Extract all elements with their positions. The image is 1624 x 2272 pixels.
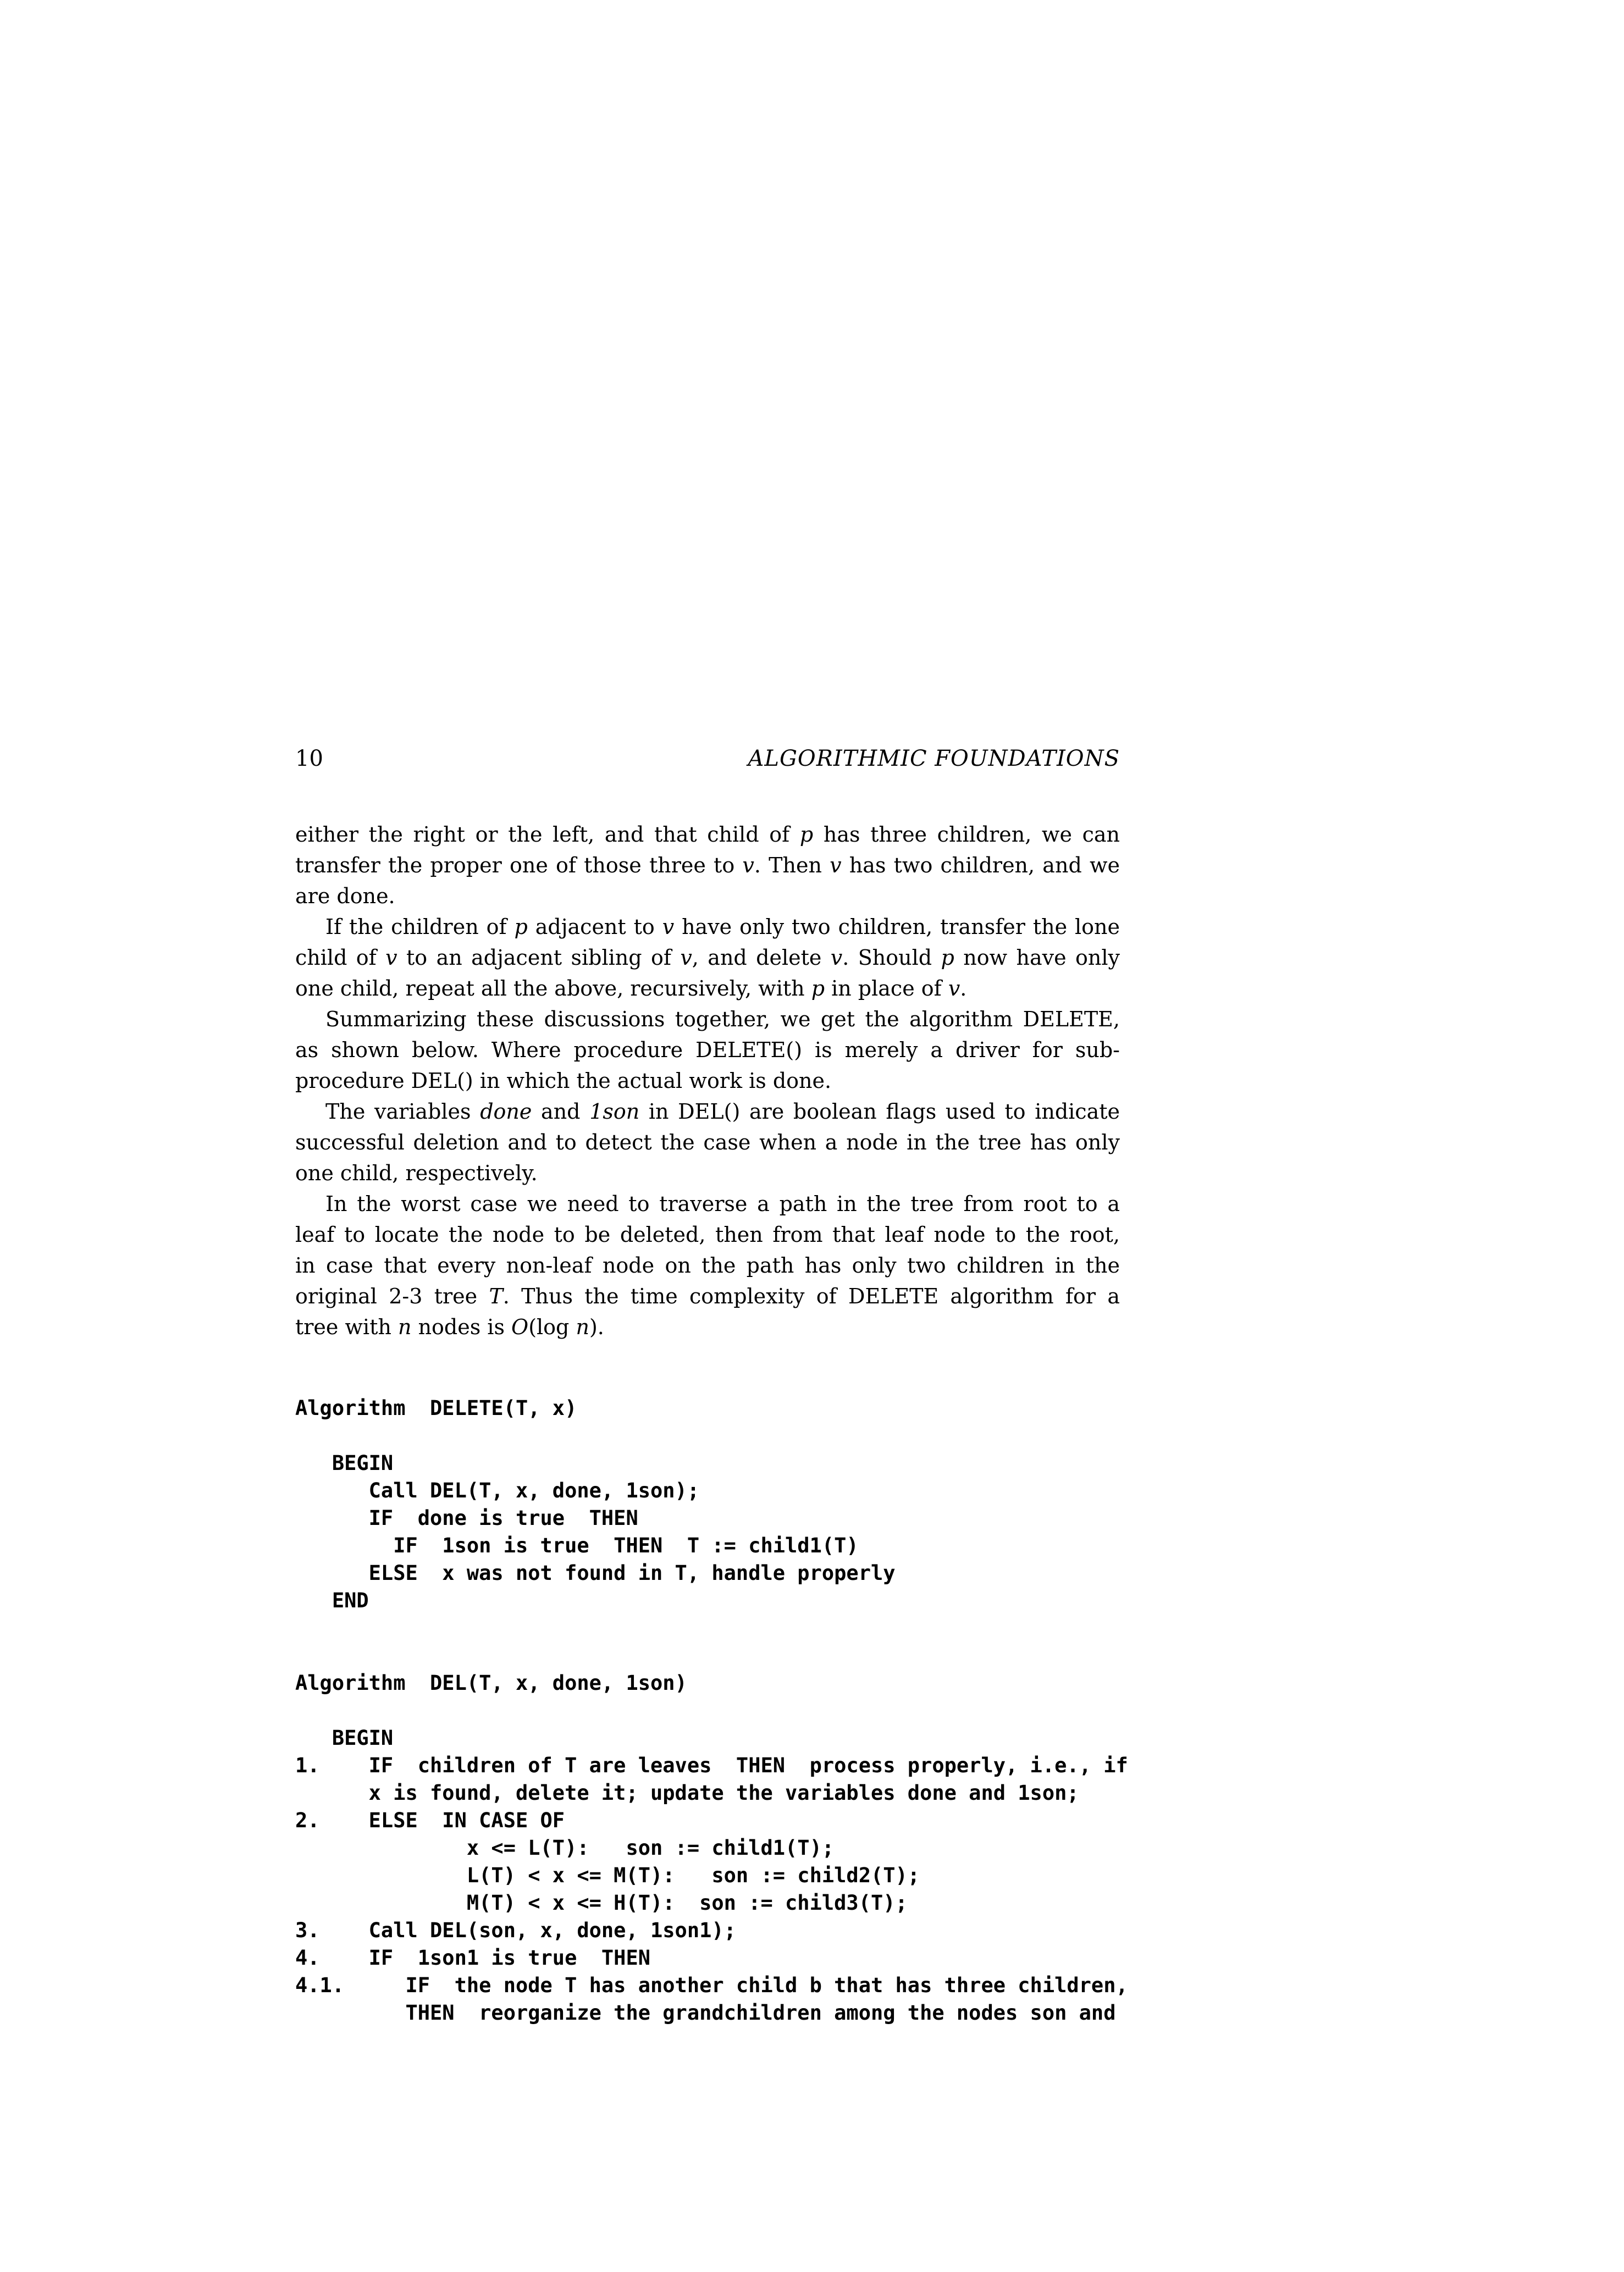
text-segment: . — [960, 976, 967, 1000]
text-segment: tree with — [295, 1315, 398, 1339]
text-segment: . Should — [842, 946, 941, 970]
text-line — [295, 1188, 1120, 1219]
code-line: IF 1son is true THEN T := child1(T) — [295, 1534, 859, 1557]
text-segment: in place of — [825, 976, 948, 1000]
page-number: 10 — [295, 746, 323, 771]
code-line: ELSE x was not found in T, handle properly — [295, 1561, 896, 1585]
math-italic: v — [948, 976, 960, 1000]
text-segment: adjacent to — [527, 915, 662, 939]
text-segment: either the right or the left, and that child of — [295, 822, 800, 847]
algorithm-del-block — [295, 1670, 1128, 2027]
text-line — [295, 1096, 1120, 1127]
paragraph — [295, 819, 1120, 911]
text-segment: nodes is — [411, 1315, 512, 1339]
code-line: x <= L(T): son := child1(T); — [295, 1836, 835, 1860]
code-line: BEGIN — [295, 1726, 394, 1750]
text-segment: and — [532, 1099, 590, 1124]
code-line: 4. IF 1son1 is true THEN — [295, 1946, 651, 1970]
code-line: THEN reorganize the grandchildren among the nodes son and — [295, 2001, 1116, 2025]
math-italic: v — [830, 853, 842, 877]
paragraph — [295, 1004, 1120, 1096]
math-italic: v — [742, 853, 754, 877]
math-italic: p — [941, 946, 954, 970]
text-segment: leaf to locate the node to be deleted, then from that leaf node to the root, — [295, 1223, 1120, 1247]
code-line: Algorithm DELETE(T, x) — [295, 1396, 577, 1420]
text-line — [295, 973, 1120, 1004]
math-italic: n — [576, 1315, 589, 1339]
text-segment: (log — [528, 1315, 576, 1339]
text-line — [295, 819, 1120, 850]
text-line — [295, 1127, 1120, 1158]
math-italic: v — [830, 946, 843, 970]
text-line — [295, 1065, 1120, 1096]
page-header — [295, 745, 1120, 772]
text-segment: . Thus the time complexity of DELETE algorithm for a — [502, 1284, 1120, 1308]
code-line: x is found, delete it; update the variables done and 1son; — [295, 1781, 1079, 1805]
text-segment: to an adjacent sibling of — [397, 946, 681, 970]
code-line: 2. ELSE IN CASE OF — [295, 1809, 565, 1832]
math-italic: O — [511, 1315, 529, 1339]
code-line: 3. Call DEL(son, x, done, 1son1); — [295, 1919, 736, 1942]
math-italic: p — [799, 822, 814, 847]
text-segment: in DEL() are boolean flags used to indicate — [639, 1099, 1120, 1124]
text-line — [295, 1281, 1120, 1312]
text-segment: one child, repeat all the above, recursively, with — [295, 976, 811, 1000]
code-line — [295, 1422, 896, 1450]
text-segment: have only two children, transfer the lone — [674, 915, 1120, 939]
text-segment: now have only — [954, 946, 1120, 970]
code-line: 1. IF children of T are leaves THEN process properly, i.e., if — [295, 1754, 1128, 1777]
code-line: L(T) < x <= M(T): son := child2(T); — [295, 1864, 920, 1887]
text-line — [295, 881, 1120, 911]
math-italic: 1son — [589, 1099, 640, 1124]
text-line — [295, 1158, 1120, 1188]
code-line: 4.1. IF the node T has another child b that has three children, — [295, 1974, 1128, 1997]
text-line — [295, 1004, 1120, 1035]
text-segment: Summarizing these discussions together, we get the algorithm DELETE, — [325, 1007, 1120, 1031]
text-segment: has two children, and we — [841, 853, 1120, 877]
code-line: BEGIN — [295, 1451, 394, 1475]
code-line: IF done is true THEN — [295, 1506, 638, 1530]
text-segment: has three children, we can — [813, 822, 1120, 847]
math-italic: n — [398, 1315, 412, 1339]
text-line — [295, 1312, 1120, 1342]
text-segment: original 2-3 tree — [295, 1284, 489, 1308]
text-segment: are done. — [295, 884, 395, 908]
code-line: Algorithm DEL(T, x, done, 1son) — [295, 1671, 687, 1695]
text-line — [295, 1250, 1120, 1281]
text-segment: one child, respectively. — [295, 1161, 538, 1185]
math-italic: done — [480, 1099, 532, 1124]
math-italic: p — [514, 915, 528, 939]
code-line: Call DEL(T, x, done, 1son); — [295, 1479, 700, 1502]
math-italic: T — [489, 1284, 503, 1308]
text-line — [295, 1035, 1120, 1065]
math-italic: v — [662, 915, 675, 939]
text-segment: . Then — [754, 853, 830, 877]
paragraph — [295, 1096, 1120, 1188]
code-line: END — [295, 1589, 369, 1612]
text-segment: child of — [295, 946, 386, 970]
running-title: ALGORITHMIC FOUNDATIONS — [748, 746, 1120, 771]
text-segment: , and delete — [692, 946, 831, 970]
text-segment: successful deletion and to detect the case when a node in the tree has only — [295, 1130, 1120, 1154]
math-italic: p — [811, 976, 825, 1000]
paragraph — [295, 1188, 1120, 1342]
algorithm-delete-block — [295, 1395, 896, 1615]
text-segment: If the children of — [325, 915, 515, 939]
text-segment: In the worst case we need to traverse a path in the tree from root to a — [325, 1192, 1120, 1216]
code-line: M(T) < x <= H(T): son := child3(T); — [295, 1891, 908, 1915]
text-segment: as shown below. Where procedure DELETE() is merely a driver for sub- — [295, 1038, 1120, 1062]
body-text — [295, 819, 1120, 1342]
code-line — [295, 1697, 1128, 1724]
text-segment: in case that every non-leaf node on the path has only two children in the — [295, 1253, 1120, 1278]
paragraph — [295, 911, 1120, 1004]
math-italic: v — [680, 946, 692, 970]
text-segment: The variables — [325, 1099, 480, 1124]
text-line — [295, 942, 1120, 973]
text-segment: transfer the proper one of those three to — [295, 853, 743, 877]
text-line — [295, 911, 1120, 942]
text-line — [295, 1219, 1120, 1250]
text-line — [295, 850, 1120, 881]
math-italic: v — [385, 946, 397, 970]
text-segment: procedure DEL() in which the actual work is done. — [295, 1069, 832, 1093]
text-segment: ). — [589, 1315, 604, 1339]
